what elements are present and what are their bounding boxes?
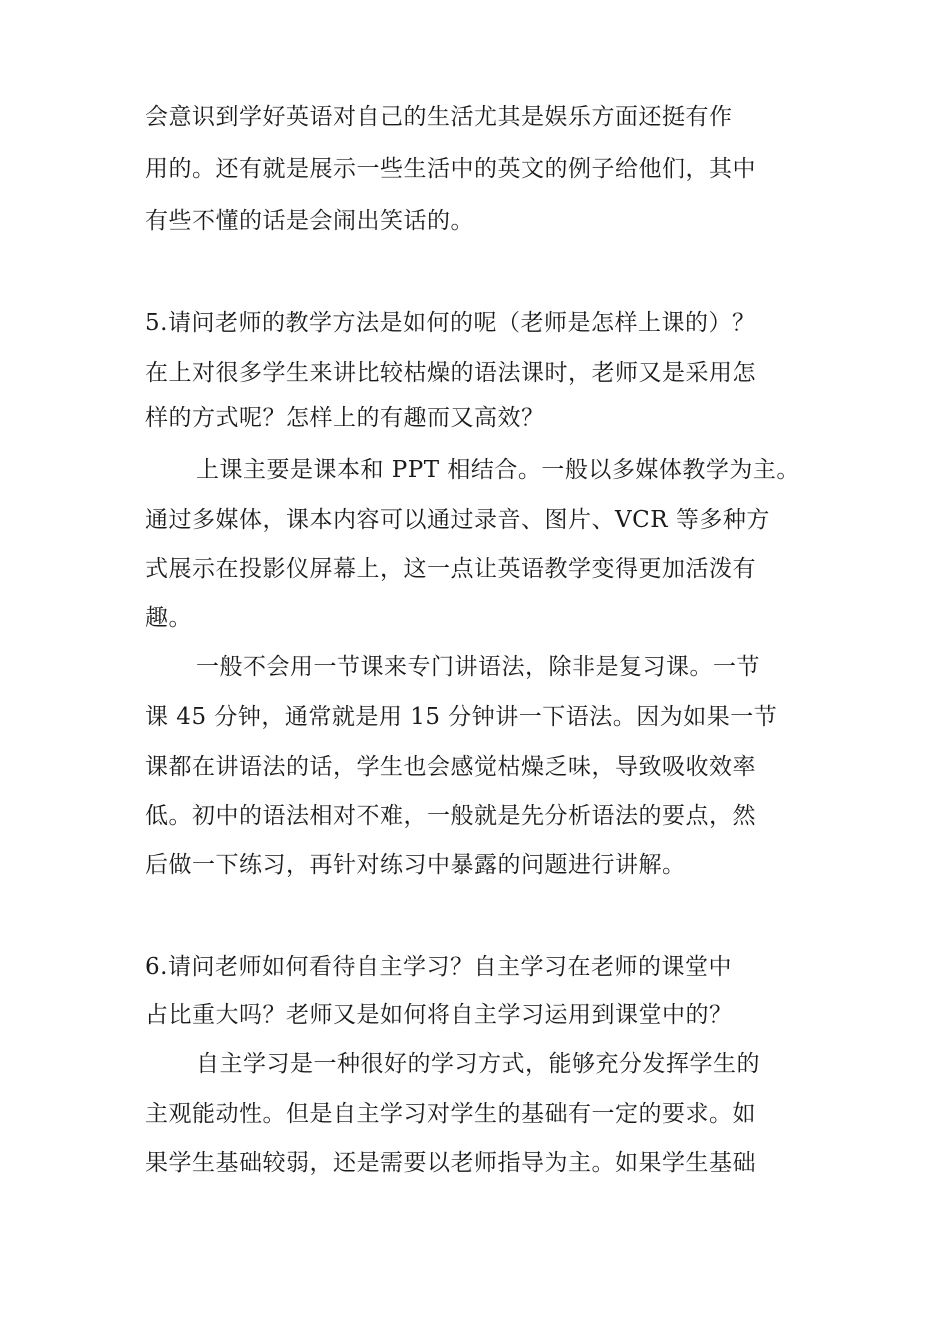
answer-5a-line: 式展示在投影仪屏幕上，这一点让英语教学变得更加活泼有 [145, 556, 756, 582]
answer-6-line: 主观能动性。但是自主学习对学生的基础有一定的要求。如 [145, 1101, 756, 1127]
answer-5b-line: 一般不会用一节课来专门讲语法，除非是复习课。一节 [196, 654, 760, 680]
answer-6-line: 果学生基础较弱，还是需要以老师指导为主。如果学生基础 [145, 1150, 756, 1176]
answer-6-line: 自主学习是一种很好的学习方式，能够充分发挥学生的 [196, 1051, 760, 1077]
question-5-line: 在上对很多学生来讲比较枯燥的语法课时，老师又是采用怎 [145, 360, 756, 386]
question-6-line: 6.请问老师如何看待自主学习？自主学习在老师的课堂中 [145, 954, 732, 980]
answer-5b-line: 课都在讲语法的话，学生也会感觉枯燥乏味，导致吸收效率 [145, 754, 756, 780]
question-5-line: 5.请问老师的教学方法是如何的呢（老师是怎样上课的）？ [145, 310, 756, 336]
answer-5b-line: 低。初中的语法相对不难，一般就是先分析语法的要点，然 [145, 803, 756, 829]
answer-5a-line: 趣。 [145, 605, 192, 631]
paragraph-line: 用的。还有就是展示一些生活中的英文的例子给他们，其中 [145, 156, 756, 182]
answer-5a-line: 上课主要是课本和 PPT 相结合。一般以多媒体教学为主。 [196, 457, 800, 483]
paragraph-line: 有些不懂的话是会闹出笑话的。 [145, 208, 474, 234]
question-5-line: 样的方式呢？怎样上的有趣而又高效？ [145, 405, 545, 431]
answer-5b-line: 课 45 分钟，通常就是用 15 分钟讲一下语法。因为如果一节 [145, 704, 778, 730]
answer-5b-line: 后做一下练习，再针对练习中暴露的问题进行讲解。 [145, 852, 686, 878]
answer-5a-line: 通过多媒体，课本内容可以通过录音、图片、VCR 等多种方 [145, 507, 770, 533]
paragraph-line: 会意识到学好英语对自己的生活尤其是娱乐方面还挺有作 [145, 104, 733, 130]
question-6-line: 占比重大吗？老师又是如何将自主学习运用到课堂中的？ [145, 1002, 733, 1028]
